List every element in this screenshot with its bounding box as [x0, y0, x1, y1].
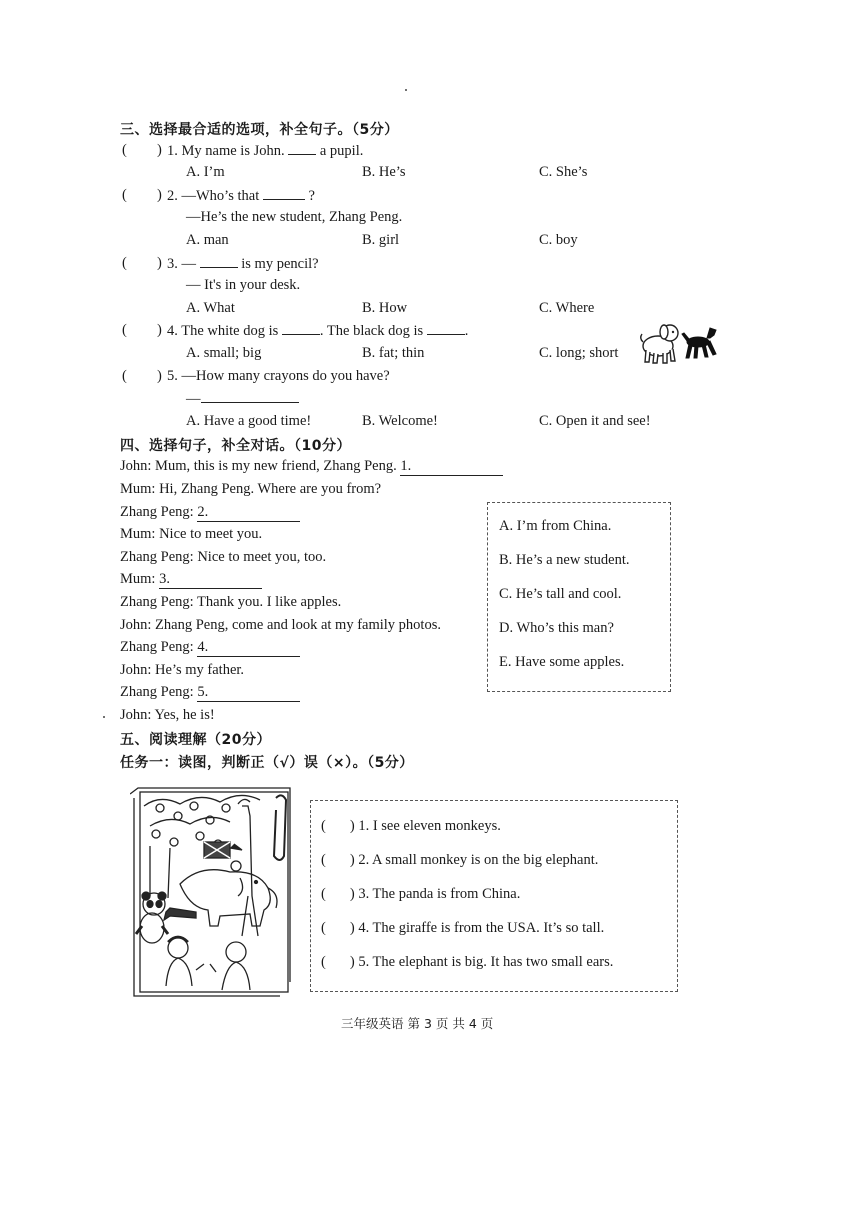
answer-paren-close: ): [349, 852, 355, 868]
question-stem: 4. The white dog is . The black dog is .: [167, 323, 469, 339]
dialogue-blank-3[interactable]: 3.: [159, 571, 262, 589]
section4-heading: 四、选择句子，补全对话。（10分）: [120, 438, 351, 454]
sentence-choice-box: [487, 502, 671, 692]
tf-item: ( ) 2. A small monkey is on the big elephant.: [321, 852, 599, 868]
answer-blank[interactable]: [427, 322, 465, 335]
dialogue-blank-1[interactable]: 1.: [400, 458, 503, 476]
answer-paren-close: ): [157, 255, 162, 271]
dialogue-line: John: Yes, he is!: [120, 707, 215, 723]
option-c: C. Open it and see!: [539, 413, 651, 429]
dialogue-line: Mum: Nice to meet you.: [120, 526, 263, 542]
dialogue-line: Zhang Peng: 5.: [120, 684, 300, 702]
question-stem: 1. My name is John. a pupil.: [167, 143, 364, 159]
choice-item: A. I’m from China.: [499, 518, 612, 534]
answer-blank[interactable]: [288, 142, 316, 155]
choice-item: E. Have some apples.: [499, 654, 625, 670]
answer-paren-close: ): [157, 142, 162, 158]
answer-paren-open: (: [321, 852, 326, 868]
option-a: A. I’m: [186, 164, 225, 180]
answer-paren-close: ): [349, 818, 355, 834]
answer-paren-open: (: [122, 187, 127, 203]
task1-heading: 任务一：读图，判断正（√）误（×）。（5分）: [120, 755, 414, 771]
choice-item: D. Who’s this man?: [499, 620, 614, 636]
question-line2: —He’s the new student, Zhang Peng.: [186, 209, 403, 225]
dialogue-line: John: Zhang Peng, come and look at my family photos.: [120, 617, 441, 633]
answer-blank[interactable]: [201, 390, 299, 403]
tf-item: ( ) 1. I see eleven monkeys.: [321, 818, 501, 834]
speck: [405, 89, 407, 91]
section5-heading: 五、阅读理解（20分）: [120, 732, 271, 748]
option-b: B. How: [362, 300, 408, 316]
option-c: C. boy: [539, 232, 578, 248]
question-stem: 5. —How many crayons do you have?: [167, 368, 390, 384]
dialogue-line: Mum: 3.: [120, 571, 262, 589]
answer-blank[interactable]: [282, 322, 320, 335]
dialogue-line: Zhang Peng: 2.: [120, 504, 300, 522]
answer-paren-open: (: [122, 255, 127, 271]
option-b: B. girl: [362, 232, 400, 248]
option-a: A. What: [186, 300, 235, 316]
choice-item: B. He’s a new student.: [499, 552, 630, 568]
option-b: B. Welcome!: [362, 413, 438, 429]
section3-heading: 三、选择最合适的选项，补全句子。（5分）: [120, 122, 399, 138]
question-line2: —: [186, 390, 299, 408]
answer-paren-close: ): [349, 954, 355, 970]
answer-blank[interactable]: [200, 255, 238, 268]
tf-item: ( ) 5. The elephant is big. It has two small ears.: [321, 954, 614, 970]
dialogue-blank-5[interactable]: 5.: [197, 684, 300, 702]
zoo-picture: [130, 786, 294, 998]
answer-paren-close: ): [157, 187, 162, 203]
page-footer: 三年级英语 第 3 页 共 4 页: [341, 1016, 494, 1031]
option-a: A. Have a good time!: [186, 413, 312, 429]
question-stem: 3. — is my pencil?: [167, 256, 319, 272]
option-c: C. She’s: [539, 164, 588, 180]
choice-item: C. He’s tall and cool.: [499, 586, 622, 602]
answer-paren-open: (: [321, 954, 326, 970]
question-stem: 2. —Who’s that ?: [167, 188, 315, 204]
answer-paren-close: ): [157, 368, 162, 384]
tf-item: ( ) 3. The panda is from China.: [321, 886, 521, 902]
option-a: A. small; big: [186, 345, 262, 361]
answer-paren-close: ): [157, 322, 162, 338]
true-false-box: [310, 800, 678, 992]
black-dog-illustration: [680, 322, 720, 362]
dialogue-blank-2[interactable]: 2.: [197, 504, 300, 522]
speck: [103, 716, 105, 718]
answer-blank[interactable]: [263, 187, 305, 200]
option-b: B. fat; thin: [362, 345, 425, 361]
dialogue-blank-4[interactable]: 4.: [197, 639, 300, 657]
answer-paren-close: ): [349, 920, 355, 936]
dialogue-line: John: He’s my father.: [120, 662, 245, 678]
option-c: C. long; short: [539, 345, 619, 361]
dialogue-line: John: Mum, this is my new friend, Zhang Peng. 1.: [120, 458, 503, 476]
answer-paren-open: (: [321, 920, 326, 936]
dialogue-line: Zhang Peng: Nice to meet you, too.: [120, 549, 327, 565]
dialogue-line: Mum: Hi, Zhang Peng. Where are you from?: [120, 481, 382, 497]
option-b: B. He’s: [362, 164, 406, 180]
tf-item: ( ) 4. The giraffe is from the USA. It’s so tall.: [321, 920, 605, 936]
answer-paren-close: ): [349, 886, 355, 902]
option-a: A. man: [186, 232, 229, 248]
answer-paren-open: (: [122, 322, 127, 338]
answer-paren-open: (: [122, 368, 127, 384]
answer-paren-open: (: [321, 818, 326, 834]
answer-paren-open: (: [321, 886, 326, 902]
dialogue-line: Zhang Peng: Thank you. I like apples.: [120, 594, 342, 610]
answer-paren-open: (: [122, 142, 127, 158]
option-c: C. Where: [539, 300, 595, 316]
dialogue-line: Zhang Peng: 4.: [120, 639, 300, 657]
question-line2: — It's in your desk.: [186, 277, 301, 293]
